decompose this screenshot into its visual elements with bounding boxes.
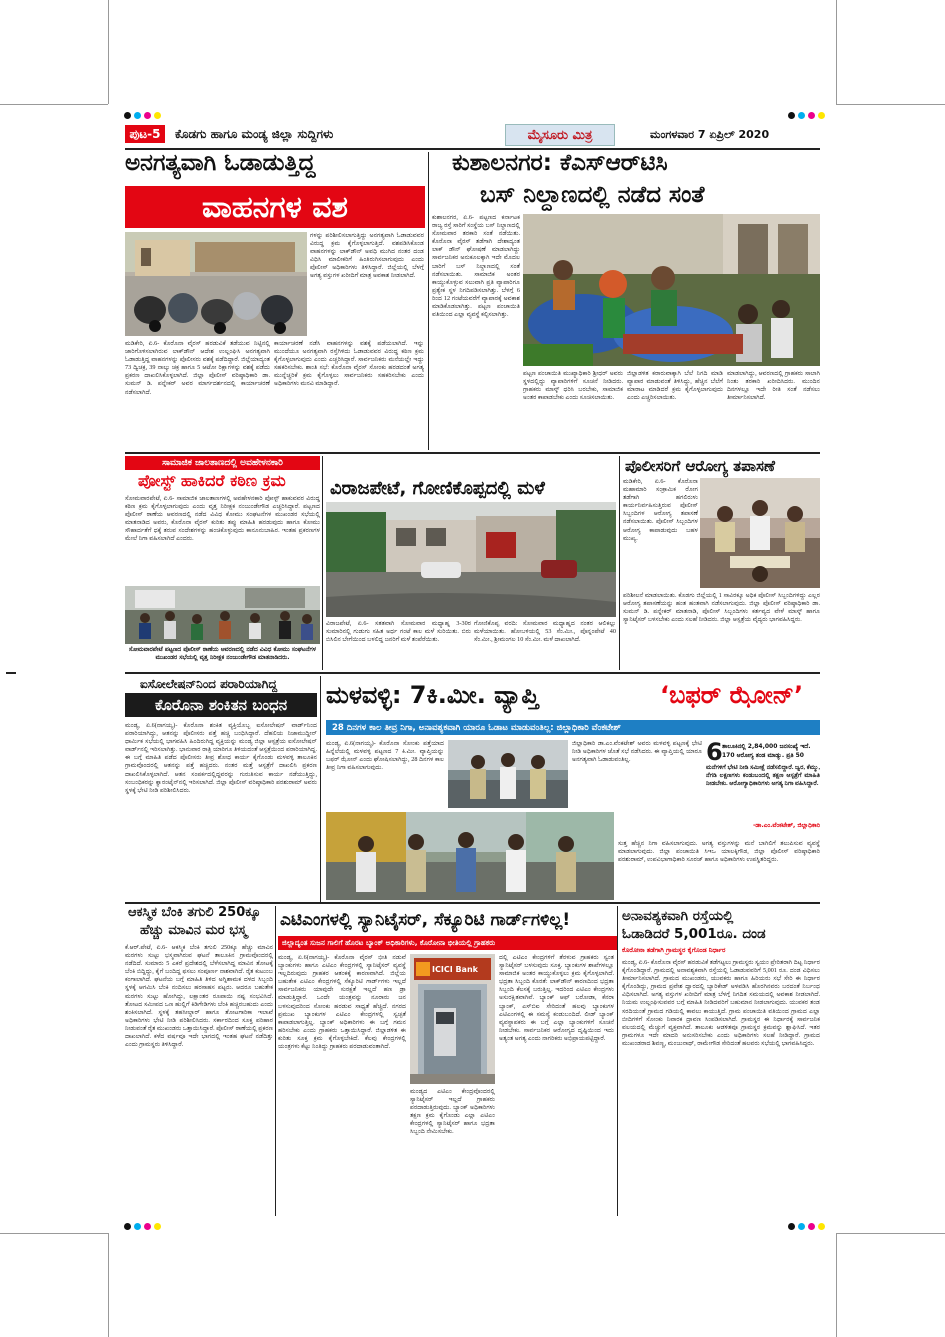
headline-line2: ಓಡಾಡಿದರೆ 5,001ರೂ. ದಂಡ [622,926,766,942]
headline-part1: ಮಳವಳ್ಳಿ: 7ಕಿ.ಮೀ. ವ್ಯಾಪ್ತಿ [326,681,539,709]
body-text: ಗೋಣಿಕೊಪ್ಪ ವರದಿ: ಸೋಮವಾರ ಮಧ್ಯಾಹ್ನದ ನಂತರ ಆಲಿಕಲ್ಲು ಮಳೆಯಾಯಿತು. ಹೋಬಳಿಯಲ್ಲಿ 53 ಸೆಂ.ಮೀ., ಪೊನ್ನಂಪೇಟೆ 40 ಸೆಂ.ಮೀ., ಶ್ರೀಮಂಗಲ 10 ಸೆಂ.ಮೀ. ಮಳೆ ದಾಖಲಾಗಿದೆ. [474,620,616,644]
police-officials-photo [448,740,568,808]
quote-line2: 170 ಆರೋಗ್ಯ ತಂಡ ಮಾಡ್ಯು. ಪ್ರತಿ 50 [722,752,804,759]
officials-meeting-photo [326,812,614,900]
headline: ಕೊರೊನಾ ಶಂಕಿತನ ಬಂಧನ [125,693,317,717]
health-checkup-photo [700,478,820,588]
body-text: ಮಾಡಲಾಗಿದ್ದು, ಆವರಣದಲ್ಲಿ ಗ್ರಾಹಕರು ಸಾಲಾಗಿ ನಿಂತು ತರಕಾರಿ ಖರೀದಿಸಿದರು. ಮುಂದಿನ ದಿನಗಳಲ್ಲೂ ಇದೇ ರೀತಿ ಸಂತೆ ನಡೆಸಲು ತೀರ್ಮಾನಿಸಲಾಗಿದೆ. [727,370,820,402]
body-text: ಮಂಡ್ಯ, ಏ.6- ಕೊರೊನಾ ವೈರಸ್ ಹರಡುವಿಕೆ ತಡೆಗಟ್ಟಲು ಗ್ರಾಮಸ್ಥರು ಸ್ವಯಂ ಪ್ರೇರಿತರಾಗಿ ದಿಟ್ಟ ನಿರ್ಧಾರ ಕೈಗೊಂಡಿದ್ದಾರೆ. ಗ್ರಾಮದಲ್ಲಿ ಅನಾವಶ್ಯಕವಾಗಿ ರಸ್ತೆಯಲ್ಲಿ ಓಡಾಡುವವರಿಗೆ 5,001 ರೂ. ದಂಡ ವಿಧಿಸಲು ತೀರ್ಮಾನಿಸಲಾಗಿದೆ. ಗ್ರಾಮದ ಮುಖಂಡರು, ಯುವಕರು ಹಾಗೂ ಹಿರಿಯರು ಸಭೆ ಸೇರಿ ಈ ನಿರ್ಧಾರ ಕೈಗೊಂಡಿದ್ದು, ಗ್ರಾಮದ ಪ್ರವೇಶ ದ್ವಾರದಲ್ಲಿ ಬ್ಯಾರಿಕೇಡ್ ಅಳವಡಿಸಿ ಹೊರಗಿನವರು ಬರದಂತೆ ನಿರ್ಬಂಧ ವಿಧಿಸಲಾಗಿದೆ. ಅಗತ್ಯ ವಸ್ತುಗಳ ಖರೀದಿಗೆ ಮಾತ್ರ ಬೆಳಗ್ಗೆ ನಿಗದಿತ ಸಮಯದಲ್ಲಿ ಅವಕಾಶ ನೀಡಲಾಗಿದೆ. ನಿಯಮ ಉಲ್ಲಂಘಿಸುವವರ ಬಗ್ಗೆ ಮಾಹಿತಿ ನೀಡಿದವರಿಗೆ ಬಹುಮಾನ ನೀಡಲಾಗುವುದು. ಯುವಕರ ತಂಡ ಸರದಿಯಂತೆ ಗ್ರಾಮದ ಗಡಿಯಲ್ಲಿ ಕಾವಲು ಕಾಯುತ್ತಿದೆ. ಗ್ರಾಮ ಪಂಚಾಯಿತಿ ವತಿಯಿಂದ ಗ್ರಾಮದ ಎಲ್ಲಾ ಬೀದಿಗಳಿಗೆ ಸೋಂಕು ನಿವಾರಕ ದ್ರಾವಣ ಸಿಂಪಡಿಸಲಾಗಿದೆ. ಗ್ರಾಮಸ್ಥರ ಈ ನಿರ್ಧಾರಕ್ಕೆ ಸಾರ್ವಜನಿಕ ವಲಯದಲ್ಲಿ ಮೆಚ್ಚುಗೆ ವ್ಯಕ್ತವಾಗಿದೆ. ತಾಲೂಕು ಆಡಳಿತವೂ ಗ್ರಾಮಸ್ಥರ ಕ್ರಮವನ್ನು ಶ್ಲಾಘಿಸಿದೆ. ಇತರ ಗ್ರಾಮಗಳೂ ಇದೇ ಮಾದರಿ ಅನುಸರಿಸಬೇಕು ಎಂದು ಅಧಿಕಾರಿಗಳು ಸಲಹೆ ನೀಡಿದ್ದಾರೆ. ಗ್ರಾಮದ ಮುಖಂಡರಾದ ಶಿವಣ್ಣ, ಮಂಜುನಾಥ್, ರಾಮೇಗೌಡ ಸೇರಿದಂತೆ ಹಲವರು ಸಭೆಯಲ್ಲಿ ಭಾಗವಹಿಸಿದ್ದರು. [622,959,820,1047]
parked-scooters-photo [125,232,307,336]
quote-body: ಮನೆಗಳಿಗೆ ಭೇಟಿ ನೀಡಿ ಸಮೀಕ್ಷೆ ನಡೆಸಲಿದ್ದಾರೆ. ಜ್ವರ, ಕೆಮ್ಮು, ನೆಗಡಿ ಲಕ್ಷಣಗಳು ಕಂಡುಬಂದಲ್ಲಿ ತಕ್ಷಣ ಆಸ್ಪತ್ರೆಗೆ ಮಾಹಿತಿ ನೀಡಬೇಕು. ಆರೋಗ್ಯಾಧಿಕಾರಿಗಳು ಅಗತ್ಯ ನಿಗಾ ವಹಿಸಿದ್ದಾರೆ. [706,764,820,788]
section-rule [125,672,820,674]
body-text: ಕುಶಾಲನಗರ, ಏ.6- ಪಟ್ಟಣದ ಕರ್ನಾಟಕ ರಾಜ್ಯ ರಸ್ತೆ ಸಾರಿಗೆ ಸಂಸ್ಥೆಯ ಬಸ್ ನಿಲ್ದಾಣದಲ್ಲಿ ಸೋಮವಾರ ತರಕಾರಿ ಸಂತೆ ನಡೆಯಿತು. ಕೊರೊನಾ ವೈರಸ್ ತಡೆಗಾಗಿ ದೇಶಾದ್ಯಂತ ಲಾಕ್ ಡೌನ್ ಘೋಷಣೆ ಮಾಡಲಾಗಿದ್ದು ಸಾರ್ವಜನಿಕರ ಅನುಕೂಲಕ್ಕಾಗಿ ಇದೇ ಮೊದಲ ಬಾರಿಗೆ ಬಸ್ ನಿಲ್ದಾಣದಲ್ಲಿ ಸಂತೆ ನಡೆಸಲಾಯಿತು. ಸಾಮಾಜಿಕ ಅಂತರ ಕಾಯ್ದುಕೊಳ್ಳುವ ಸಲುವಾಗಿ ಪ್ರತಿ ವ್ಯಾಪಾರಿಗೂ ಪ್ರತ್ಯೇಕ ಸ್ಥಳ ನಿಗದಿಪಡಿಸಲಾಗಿತ್ತು. ಬೆಳಗ್ಗೆ 6 ರಿಂದ 12 ಗಂಟೆಯವರೆಗೆ ವ್ಯಾಪಾರಕ್ಕೆ ಅವಕಾಶ ಮಾಡಿಕೊಡಲಾಗಿತ್ತು. ಪಟ್ಟಣ ಪಂಚಾಯಿತಿ ವತಿಯಿಂದ ಎಲ್ಲಾ ವ್ಯವಸ್ಥೆ ಕಲ್ಪಿಸಲಾಗಿತ್ತು. [432,214,520,319]
meeting-photo [125,586,320,644]
body-text: ವಿರಾಜಪೇಟೆ, ಏ.6- ಸತತವಾಗಿ ಸೋಮವಾರ ಮಧ್ಯಾಹ್ನ 3-30ರ ಸುಮಾರಿನಲ್ಲಿ ಗುಡುಗು ಸಹಿತ ಅರ್ಧ ಗಂಟೆ ಕಾಲ ಮಳೆ ಸುರಿಯಿತು. ಬಿರು ಬಿಸಿಲಿನ ಬೇಗೆಯಿಂದ ಬಳಲಿದ್ದ ಜನರಿಗೆ ಮಳೆ ತಂಪೆರೆಯಿತು. [326,620,471,644]
headline-red: ವಾಹನಗಳ ವಶ [125,186,425,228]
headline-line2: ಹೆಚ್ಚು ಮಾವಿನ ಮರ ಭಸ್ಮ [140,923,247,938]
headline-top: ಅನಗತ್ಯವಾಗಿ ಓಡಾಡುತ್ತಿದ್ದ [125,150,316,176]
headline-line1: ಆಕಸ್ಮಿಕ ಬೆಂಕಿ ತಗುಲಿ 250ಕ್ಕೂ [128,905,261,920]
body-text: ಮಡಿಕೇರಿ, ಏ.6- ಕೊರೊನಾ ವೈರಸ್ ಹರಡುವಿಕೆ ತಡೆಯುವ ನಿಟ್ಟಿನಲ್ಲಿ ಜಾರಿಗೊಳಿಸಲಾಗಿರುವ ಲಾಕ್‌ಡೌನ್ ಆದೇಶ ಉಲ್ಲಂಘಿಸಿ ಅನಗತ್ಯವಾಗಿ ಓಡಾಡುತ್ತಿದ್ದ ವಾಹನಗಳನ್ನು ಪೊಲೀಸರು ವಶಕ್ಕೆ ಪಡೆದಿದ್ದಾರೆ. ಜಿಲ್ಲೆಯಾದ್ಯಂತ 73 ದ್ವಿಚಕ್ರ, 39 ನಾಲ್ಕು ಚಕ್ರ ಹಾಗೂ 5 ಆಟೋ ರಿಕ್ಷಾಗಳನ್ನು ವಶಕ್ಕೆ ಪಡೆದು ಪ್ರಕರಣ ದಾಖಲಿಸಿಕೊಳ್ಳಲಾಗಿದೆ. ಜಿಲ್ಲಾ ಪೊಲೀಸ್ ವರಿಷ್ಠಾಧಿಕಾರಿ ಡಾ. ಸುಮನ್ ಡಿ. ಪನ್ನೇಕರ್ ಅವರ ಮಾರ್ಗದರ್ಶನದಲ್ಲಿ ಕಾರ್ಯಾಚರಣೆ ನಡೆಸಲಾಗಿದೆ. [125,340,270,396]
vegetable-market-photo [523,214,820,366]
body-text: ಜಿಲ್ಲಾಧಿಕಾರಿ ಡಾ.ಎಂ.ವೆಂಕಟೇಶ್ ಅವರು ಮಳವಳ್ಳಿ ಪಟ್ಟಣಕ್ಕೆ ಭೇಟಿ ನೀಡಿ ಅಧಿಕಾರಿಗಳ ಜೊತೆ ಸಭೆ ನಡೆಸಿದರು. ಈ ವ್ಯಾಪ್ತಿಯಲ್ಲಿ ಯಾರೂ ಅನಗತ್ಯವಾಗಿ ಓಡಾಡುವಂತಿಲ್ಲ. [572,740,702,764]
headline-line1: ಅನಾವಶ್ಯಕವಾಗಿ ರಸ್ತೆಯಲ್ಲಿ [622,908,734,924]
body-text: ಕಾರ್ಯಾಚರಣೆ ನಡೆಸಿ ವಾಹನಗಳನ್ನು ವಶಕ್ಕೆ ಪಡೆಯಲಾಗಿದೆ. ಇನ್ನು ಮುಂದೆಯೂ ಅನಗತ್ಯವಾಗಿ ರಸ್ತೆಗಿಳಿದು ಓಡಾಡುವವರ ವಿರುದ್ಧ ಕಠಿಣ ಕ್ರಮ ಕೈಗೊಳ್ಳಲಾಗುವುದು ಎಂದು ಎಚ್ಚರಿಸಿದ್ದಾರೆ. ಸಾರ್ವಜನಿಕರು ಮನೆಯಲ್ಲೇ ಇದ್ದು ಸಹಕರಿಸಬೇಕು. ಶಾಂತಿ ಸಭೆ: ಕೊರೊನಾ ವೈರಸ್ ಸೋಂಕು ಹರಡದಂತೆ ಅಗತ್ಯ ಮುನ್ನೆಚ್ಚರಿಕೆ ಕ್ರಮ ಕೈಗೊಳ್ಳಲು ಸಾರ್ವಜನಿಕರು ಸಹಕರಿಸಬೇಕು ಎಂದು ಅಧಿಕಾರಿಗಳು ಮನವಿ ಮಾಡಿದ್ದಾರೆ. [274,340,424,388]
body-text: ದಲ್ಲಿ ಎಟಿಎಂ ಕೇಂದ್ರಗಳಿಗೆ ತೆರಳುವ ಗ್ರಾಹಕರು ಸ್ವಂತ ಸ್ಯಾನಿಟೈಸರ್ ಬಳಸುವುದು ಸೂಕ್ತ. ಬ್ಯಾಂಕುಗಳ ಶಾಖೆಗಳಲ್ಲೂ ಸಾಮಾಜಿಕ ಅಂತರ ಕಾಯ್ದುಕೊಳ್ಳಲು ಕ್ರಮ ಕೈಗೊಳ್ಳಲಾಗಿದೆ. ಭದ್ರತಾ ಸಿಬ್ಬಂದಿ ಕೊರತೆ: ಲಾಕ್‌ಡೌನ್ ಕಾರಣದಿಂದ ಭದ್ರತಾ ಸಿಬ್ಬಂದಿ ಕೆಲಸಕ್ಕೆ ಬರುತ್ತಿಲ್ಲ. ಇದರಿಂದ ಎಟಿಎಂ ಕೇಂದ್ರಗಳು ಅಸುರಕ್ಷಿತವಾಗಿವೆ. ಬ್ಯಾಂಕ್ ಆಫ್ ಬರೋಡಾ, ಕೆನರಾ ಬ್ಯಾಂಕ್, ಎಸ್‌ಬಿಐ ಸೇರಿದಂತೆ ಹಲವು ಬ್ಯಾಂಕುಗಳ ಎಟಿಎಂಗಳಲ್ಲಿ ಈ ಸಮಸ್ಯೆ ಕಂಡುಬಂದಿದೆ. ಲೀಡ್ ಬ್ಯಾಂಕ್ ವ್ಯವಸ್ಥಾಪಕರು ಈ ಬಗ್ಗೆ ಎಲ್ಲಾ ಬ್ಯಾಂಕುಗಳಿಗೆ ಸೂಚನೆ ನೀಡಬೇಕು. ಸಾರ್ವಜನಿಕರ ಆರೋಗ್ಯದ ದೃಷ್ಟಿಯಿಂದ ಇದು ಅತ್ಯಂತ ಅಗತ್ಯ ಎಂದು ನಾಗರಿಕರು ಅಭಿಪ್ರಾಯಪಟ್ಟಿದ್ದಾರೆ. [499,954,614,1042]
column-divider [619,456,620,670]
atm-booth-photo [410,954,495,1084]
section-title: ಕೊಡಗು ಹಾಗೂ ಮಂಡ್ಯ ಜಿಲ್ಲಾ ಸುದ್ದಿಗಳು [175,127,334,141]
crop-mark [836,104,945,105]
headline-line1: ಕುಶಾಲನಗರ: ಕೆಎಸ್‌ಆರ್‌ಟಿಸಿ [452,150,668,176]
headline: ಎಟಿಎಂಗಳಲ್ಲಿ ಸ್ಯಾನಿಟೈಸರ್, ಸೆಕ್ಯೂರಿಟಿ ಗಾರ್ಡ್‌ಗಳಿಲ್ಲ! [280,910,571,930]
crop-mark [836,1233,945,1234]
quote-number: 6 [706,738,723,766]
crop-mark [0,1233,108,1234]
crop-mark [836,1233,837,1337]
column-divider [275,906,276,1216]
headline-line2: ಬಸ್ ನಿಲ್ದಾಣದಲ್ಲಿ ನಡೆದ ಸಂತೆ [480,182,705,208]
headline: ಪೋಸ್ಟ್ ಹಾಕಿದರೆ ಕಠಿಣ ಕ್ರಮ [138,471,286,490]
crop-mark [108,0,109,104]
column-divider [428,152,429,450]
subhead-bar: 28 ದಿನಗಳ ಕಾಲ ತೀವ್ರ ನಿಗಾ, ಅನಾವಶ್ಯಕವಾಗಿ ಯಾರೂ ಓಡಾಟ ಮಾಡುವಂತಿಲ್ಲ: ಜಿಲ್ಲಾಧಿಕಾರಿ ವೆಂಕಟೇಶ್ [326,720,820,735]
body-text: ಪರಿಶೀಲನೆ ಮಾಡಲಾಯಿತು. ಕೊಡಗು ಜಿಲ್ಲೆಯಲ್ಲಿ 1 ಸಾವಿರಕ್ಕೂ ಅಧಿಕ ಪೊಲೀಸ್ ಸಿಬ್ಬಂದಿಗಳಿದ್ದು ಎಲ್ಲರ ಆರೋಗ್ಯ ತಪಾಸಣೆಯನ್ನು ಹಂತ ಹಂತವಾಗಿ ನಡೆಸಲಾಗುವುದು. ಜಿಲ್ಲಾ ಪೊಲೀಸ್ ವರಿಷ್ಠಾಧಿಕಾರಿ ಡಾ. ಸುಮನ್ ಡಿ. ಪನ್ನೇಕರ್ ಮಾತನಾಡಿ, ಪೊಲೀಸ್ ಸಿಬ್ಬಂದಿಗಳು ಕರ್ತವ್ಯದ ವೇಳೆ ಮಾಸ್ಕ್ ಹಾಗೂ ಸ್ಯಾನಿಟೈಸರ್ ಬಳಸಬೇಕು ಎಂದು ಸಲಹೆ ನೀಡಿದರು. ಜಿಲ್ಲಾ ಆಸ್ಪತ್ರೆಯ ವೈದ್ಯರು ಭಾಗವಹಿಸಿದ್ದರು. [623,592,820,624]
issue-date: ಮಂಗಳವಾರ 7 ಏಪ್ರಿಲ್ 2020 [650,128,770,141]
column-divider [320,676,321,902]
headline: ವಿರಾಜಪೇಟೆ, ಗೋಣಿಕೊಪ್ಪದಲ್ಲಿ ಮಳೆ [330,478,545,499]
rainy-street-photo [326,502,616,617]
body-text: ಮಂಡ್ಯ, ಏ.6(ನಾಗಯ್ಯ)- ಕೊರೊನಾ ವೈರಸ್ ಭೀತಿ ನಡುವೆ ಬ್ಯಾಂಕುಗಳು ಹಾಗೂ ಎಟಿಎಂ ಕೇಂದ್ರಗಳಲ್ಲಿ ಸ್ಯಾನಿಟೈಸರ್ ವ್ಯವಸ್ಥೆ ಇಲ್ಲದಿರುವುದು ಗ್ರಾಹಕರ ಆತಂಕಕ್ಕೆ ಕಾರಣವಾಗಿದೆ. ಜಿಲ್ಲೆಯ ಬಹುತೇಕ ಎಟಿಎಂ ಕೇಂದ್ರಗಳಲ್ಲಿ ಸೆಕ್ಯೂರಿಟಿ ಗಾರ್ಡ್‌ಗಳು ಇಲ್ಲದೆ ಸಾರ್ವಜನಿಕರು ಯಾವುದೇ ಸುರಕ್ಷತೆ ಇಲ್ಲದೆ ಹಣ ಡ್ರಾ ಮಾಡುತ್ತಿದ್ದಾರೆ. ಒಂದೇ ಯಂತ್ರವನ್ನು ನೂರಾರು ಜನ ಬಳಸುವುದರಿಂದ ಸೋಂಕು ಹರಡುವ ಸಾಧ್ಯತೆ ಹೆಚ್ಚಿದೆ. ನಗರದ ಪ್ರಮುಖ ಬ್ಯಾಂಕುಗಳ ಎಟಿಎಂ ಕೇಂದ್ರಗಳಲ್ಲಿ ಸ್ವಚ್ಛತೆ ಕಾಪಾಡಲಾಗುತ್ತಿಲ್ಲ. ಬ್ಯಾಂಕ್ ಅಧಿಕಾರಿಗಳು ಈ ಬಗ್ಗೆ ಗಮನ ಹರಿಸಬೇಕು ಎಂದು ಗ್ರಾಹಕರು ಒತ್ತಾಯಿಸಿದ್ದಾರೆ. ಜಿಲ್ಲಾಡಳಿತ ಈ ಕುರಿತು ಸೂಕ್ತ ಕ್ರಮ ಕೈಗೊಳ್ಳಬೇಕಿದೆ. ಕೆಲವು ಕೇಂದ್ರಗಳಲ್ಲಿ ಯಂತ್ರಗಳು ಕೆಟ್ಟು ನಿಂತಿದ್ದು ಗ್ರಾಹಕರು ಪರದಾಡುವಂತಾಗಿದೆ. [278,954,406,1051]
body-text: ಸುತ್ತ ಹೆಚ್ಚಿನ ನಿಗಾ ವಹಿಸಲಾಗುವುದು. ಅಗತ್ಯ ವಸ್ತುಗಳನ್ನು ಮನೆ ಬಾಗಿಲಿಗೆ ತಲುಪಿಸುವ ವ್ಯವಸ್ಥೆ ಮಾಡಲಾಗುವುದು. ಜಿಲ್ಲಾ ಪಂಚಾಯಿತಿ ಸಿಇಒ ಯಾಲಕ್ಕಿಗೌಡ, ಜಿಲ್ಲಾ ಪೊಲೀಸ್ ವರಿಷ್ಠಾಧಿಕಾರಿ ಪರಶುರಾಮ್, ಉಪವಿಭಾಗಾಧಿಕಾರಿ ಸೂರಜ್ ಹಾಗೂ ಅಧಿಕಾರಿಗಳು ಉಪಸ್ಥಿತರಿದ್ದರು. [618,840,820,864]
pull-quote [706,740,820,836]
body-text: ಮಂಡ್ಯದ ಎಟಿಎಂ ಕೇಂದ್ರವೊಂದರಲ್ಲಿ ಸ್ಯಾನಿಟೈಸರ್ ಇಲ್ಲದೆ ಗ್ರಾಹಕರು ಪರದಾಡುತ್ತಿರುವುದು. ಬ್ಯಾಂಕ್ ಅಧಿಕಾರಿಗಳು ತಕ್ಷಣ ಕ್ರಮ ಕೈಗೊಂಡು ಎಲ್ಲಾ ಎಟಿಎಂ ಕೇಂದ್ರಗಳಲ್ಲಿ ಸ್ಯಾನಿಟೈಸರ್ ಹಾಗೂ ಭದ್ರತಾ ಸಿಬ್ಬಂದಿ ನೇಮಿಸಬೇಕು. [410,1088,495,1136]
photo-caption: ಸೋಮವಾರಪೇಟೆ ಪಟ್ಟಣದ ಪೊಲೀಸ್ ಠಾಣೆಯ ಆವರಣದಲ್ಲಿ ನಡೆದ ವಿವಿಧ ಕೋಮು ಸಂಘಟನೆಗಳ ಮುಖಂಡರ ಸಭೆಯಲ್ಲಿ ವೃತ್ತ ನಿರೀಕ್ಷಕ ನಂಜುಂಡೇಗೌಡ ಮಾತನಾಡಿದರು. [128,646,317,661]
page-number-badge: ಪುಟ-5 [125,125,165,143]
crop-mark [108,1233,109,1337]
crop-mark [836,0,837,104]
body-text: ಸೋಮವಾರಪೇಟೆ, ಏ.6- ಸಾಮಾಜಿಕ ಜಾಲತಾಣಗಳಲ್ಲಿ ಅವಹೇಳನಕಾರಿ ಪೋಸ್ಟ್ ಹಾಕುವವರ ವಿರುದ್ಧ ಕಠಿಣ ಕ್ರಮ ಕೈಗೊಳ್ಳಲಾಗುವುದು ಎಂದು ವೃತ್ತ ನಿರೀಕ್ಷಕ ನಂಜುಂಡೇಗೌಡ ಎಚ್ಚರಿಸಿದ್ದಾರೆ. ಪಟ್ಟಣದ ಪೊಲೀಸ್ ಠಾಣೆಯ ಆವರಣದಲ್ಲಿ ನಡೆದ ವಿವಿಧ ಕೋಮು ಸಂಘಟನೆಗಳ ಮುಖಂಡರ ಸಭೆಯಲ್ಲಿ ಮಾತನಾಡಿದ ಅವರು, ಕೊರೊನಾ ವೈರಸ್ ಕುರಿತು ತಪ್ಪು ಮಾಹಿತಿ ಹರಡುವುದು ಹಾಗೂ ಕೋಮು ಸೌಹಾರ್ದತೆಗೆ ಧಕ್ಕೆ ತರುವ ಸಂದೇಶಗಳನ್ನು ಹಂಚಿಕೊಳ್ಳುವುದು ಕಾನೂನುಬಾಹಿರ. ಇಂತಹ ಪ್ರಕರಣಗಳ ಮೇಲೆ ನಿಗಾ ವಹಿಸಲಾಗಿದೆ ಎಂದರು. [125,495,320,543]
section-rule [125,452,820,454]
subhead: ಕೊರೋನಾ ತಡೆಗಾಗಿ ಗ್ರಾಮಸ್ಥರ ಕೈಗೊಂಡ ನಿರ್ಧಾರ [622,946,726,954]
atm-sign: ICICI Bank [432,965,478,974]
subhead-bar: ಜಿಲ್ಲಾದ್ಯಂತ ಸುಜನ ಗಾಲಿಗೆ ಹೊರಟ ಬ್ಯಾಂಕ್ ಅಧಿಕಾರಿಗಳು, ಕೊರೋನಾ ಭೀತಿಯಲ್ಲಿ ಗ್ರಾಹಕರು [278,936,618,950]
kicker: ಐಸೋಲೇಷನ್‌ನಿಂದ ಪರಾರಿಯಾಗಿದ್ದ [140,677,278,691]
body-text: ಮಂಡ್ಯ, ಏ.6(ನಾಗಯ್ಯ)- ಕೊರೊನಾ ಶಂಕಿತ ವ್ಯಕ್ತಿಯೊಬ್ಬ ಐಸೋಲೇಷನ್ ವಾರ್ಡ್‌ನಿಂದ ಪರಾರಿಯಾಗಿದ್ದು, ಆತನನ್ನು ಪೊಲೀಸರು ಪತ್ತೆ ಹಚ್ಚಿ ಬಂಧಿಸಿದ್ದಾರೆ. ದೆಹಲಿಯ ನಿಜಾಮುದ್ದೀನ್ ಧಾರ್ಮಿಕ ಸಭೆಯಲ್ಲಿ ಭಾಗವಹಿಸಿ ಹಿಂದಿರುಗಿದ್ದ ವ್ಯಕ್ತಿಯನ್ನು ಮಂಡ್ಯ ಜಿಲ್ಲಾ ಆಸ್ಪತ್ರೆಯ ಐಸೋಲೇಷನ್ ವಾರ್ಡ್‌ನಲ್ಲಿ ಇರಿಸಲಾಗಿತ್ತು. ಭಾನುವಾರ ರಾತ್ರಿ ಯಾರಿಗೂ ತಿಳಿಯದಂತೆ ಆಸ್ಪತ್ರೆಯಿಂದ ಪರಾರಿಯಾಗಿದ್ದ. ಈ ಬಗ್ಗೆ ಮಾಹಿತಿ ಪಡೆದ ಪೊಲೀಸರು ತೀವ್ರ ಶೋಧ ಕಾರ್ಯ ಕೈಗೊಂಡು ಮಳವಳ್ಳಿ ತಾಲೂಕಿನ ಗ್ರಾಮವೊಂದರಲ್ಲಿ ಆತನನ್ನು ಪತ್ತೆ ಹಚ್ಚಿದರು. ನಂತರ ಮತ್ತೆ ಆಸ್ಪತ್ರೆಗೆ ದಾಖಲಿಸಿ ಪ್ರಕರಣ ದಾಖಲಿಸಿಕೊಳ್ಳಲಾಗಿದೆ. ಆತನ ಸಂಪರ್ಕದಲ್ಲಿದ್ದವರನ್ನು ಗುರುತಿಸುವ ಕಾರ್ಯ ನಡೆಯುತ್ತಿದ್ದು, ಸಂಬಂಧಿಕರನ್ನು ಕ್ವಾರಂಟೈನ್‌ನಲ್ಲಿ ಇರಿಸಲಾಗಿದೆ. ಜಿಲ್ಲಾ ಪೊಲೀಸ್ ವರಿಷ್ಠಾಧಿಕಾರಿ ಪರಶುರಾಮ್ ಅವರು ಸ್ಥಳಕ್ಕೆ ಭೇಟಿ ನೀಡಿ ಪರಿಶೀಲಿಸಿದರು. [125,722,317,794]
section-rule [125,902,820,904]
column-divider [617,906,618,1216]
quote-line1: ತಾಲೂಕಿನಲ್ಲಿ 2,84,000 ಜನಸಂಖ್ಯೆ ಇದೆ. [722,743,811,750]
body-text: ಮಡಿಕೇರಿ, ಏ.6- ಕೊರೊನಾ ಮಹಾಮಾರಿ ಸಂಕ್ರಾಮಿಕ ರೋಗ ತಡೆಗಾಗಿ ಹಗಲಿರುಳು ಕಾರ್ಯನಿರ್ವಹಿಸುತ್ತಿರುವ ಪೊಲೀಸ್ ಸಿಬ್ಬಂದಿಗಳ ಆರೋಗ್ಯ ತಪಾಸಣೆ ನಡೆಸಲಾಯಿತು. ಪೊಲೀಸ್ ಸಿಬ್ಬಂದಿಗಳ ಆರೋಗ್ಯ ಕಾಪಾಡುವುದು ಬಹಳ ಮುಖ್ಯ. [623,478,698,542]
column-divider [322,456,323,670]
body-text: ಕೆ.ಆರ್.ಪೇಟೆ, ಏ.6- ಆಕಸ್ಮಿಕ ಬೆಂಕಿ ತಗುಲಿ 250ಕ್ಕೂ ಹೆಚ್ಚು ಮಾವಿನ ಮರಗಳು ಸುಟ್ಟು ಭಸ್ಮವಾಗಿರುವ ಘಟನೆ ತಾಲೂಕಿನ ಗ್ರಾಮವೊಂದರಲ್ಲಿ ನಡೆದಿದೆ. ಸುಮಾರು 5 ಎಕರೆ ಪ್ರದೇಶದಲ್ಲಿ ಬೆಳೆಸಲಾಗಿದ್ದ ಮಾವಿನ ತೋಟಕ್ಕೆ ಬೆಂಕಿ ಬಿದ್ದಿದ್ದು, ಕೈಗೆ ಬಂದಿದ್ದ ಫಸಲು ಸಂಪೂರ್ಣ ನಾಶವಾಗಿದೆ. ರೈತ ಕುಟುಂಬ ಕಂಗಾಲಾಗಿದೆ. ಘಟನೆಯ ಬಗ್ಗೆ ಮಾಹಿತಿ ತಿಳಿದ ಅಗ್ನಿಶಾಮಕ ದಳದ ಸಿಬ್ಬಂದಿ ಸ್ಥಳಕ್ಕೆ ಆಗಮಿಸಿ ಬೆಂಕಿ ನಂದಿಸಲು ಹರಸಾಹಸ ಪಟ್ಟರು. ಆದರೂ ಬಹುತೇಕ ಮರಗಳು ಸುಟ್ಟು ಹೋಗಿದ್ದು, ಲಕ್ಷಾಂತರ ರೂಪಾಯಿ ನಷ್ಟ ಸಂಭವಿಸಿದೆ. ತೋಟದ ಸಮೀಪದ ಒಣ ಹುಲ್ಲಿಗೆ ಕಿಡಿಗೇಡಿಗಳು ಬೆಂಕಿ ಹಚ್ಚಿರಬಹುದು ಎಂದು ಶಂಕಿಸಲಾಗಿದೆ. ಸ್ಥಳಕ್ಕೆ ತಹಸೀಲ್ದಾರ್ ಹಾಗೂ ತೋಟಗಾರಿಕಾ ಇಲಾಖೆ ಅಧಿಕಾರಿಗಳು ಭೇಟಿ ನೀಡಿ ಪರಿಶೀಲಿಸಿದರು. ಸರ್ಕಾರದಿಂದ ಸೂಕ್ತ ಪರಿಹಾರ ನೀಡುವಂತೆ ರೈತ ಮುಖಂಡರು ಒತ್ತಾಯಿಸಿದ್ದಾರೆ. ಪೊಲೀಸ್ ಠಾಣೆಯಲ್ಲಿ ಪ್ರಕರಣ ದಾಖಲಾಗಿದೆ. ಕಳೆದ ವರ್ಷವೂ ಇದೇ ಭಾಗದಲ್ಲಿ ಇಂತಹ ಘಟನೆ ನಡೆದಿತ್ತು ಎಂದು ಗ್ರಾಮಸ್ಥರು ತಿಳಿಸಿದ್ದಾರೆ. [125,944,273,1049]
body-text: ಪಟ್ಟಣ ಪಂಚಾಯಿತಿ ಮುಖ್ಯಾಧಿಕಾರಿ ಶ್ರೀಧರ್ ಅವರು ಸ್ಥಳದಲ್ಲಿದ್ದು ವ್ಯಾಪಾರಿಗಳಿಗೆ ಸೂಚನೆ ನೀಡಿದರು. ಗ್ರಾಹಕರು ಮಾಸ್ಕ್ ಧರಿಸಿ ಬರಬೇಕು, ಸಾಮಾಜಿಕ ಅಂತರ ಕಾಪಾಡಬೇಕು ಎಂದು ಸೂಚಿಸಲಾಯಿತು. [523,370,623,402]
kicker: ಸಾಮಾಜಿಕ ಜಾಲತಾಣದಲ್ಲಿ ಅವಹೇಳನಕಾರಿ [125,456,320,470]
crop-mark [0,104,108,105]
headline: ಪೊಲೀಸರಿಗೆ ಆರೋಗ್ಯ ತಪಾಸಣೆ [625,457,775,475]
headline-part2: ‘ಬಫರ್ ಝೋನ್’ [660,681,804,709]
body-text: ಮಂಡ್ಯ, ಏ.6(ನಾಗಯ್ಯ)- ಕೊರೊನಾ ಸೋಂಕು ಪತ್ತೆಯಾದ ಹಿನ್ನೆಲೆಯಲ್ಲಿ ಮಳವಳ್ಳಿ ಪಟ್ಟಣದ 7 ಕಿ.ಮೀ. ವ್ಯಾಪ್ತಿಯನ್ನು ಬಫರ್ ಝೋನ್ ಎಂದು ಘೋಷಿಸಲಾಗಿದ್ದು, 28 ದಿನಗಳ ಕಾಲ ತೀವ್ರ ನಿಗಾ ವಹಿಸಲಾಗುವುದು. [326,740,444,772]
quote-author: -ಡಾ.ಎಂ.ವೆಂಕಟೇಶ್, ಜಿಲ್ಲಾಧಿಕಾರಿ [752,822,820,829]
body-text: ಜಿಲ್ಲಾಡಳಿತ ಕರಾರುವಾಕ್ಕಾಗಿ ಬೆಲೆ ನಿಗದಿ ಮಾಡಿ ವ್ಯಾಪಾರ ಮಾಡುವಂತೆ ತಿಳಿಸಿದ್ದು, ಹೆಚ್ಚಿನ ಬೆಲೆಗೆ ಮಾರಾಟ ಮಾಡಿದರೆ ಕ್ರಮ ಕೈಗೊಳ್ಳಲಾಗುವುದು ಎಂದು ಎಚ್ಚರಿಸಲಾಯಿತು. [627,370,723,402]
newspaper-logo: ಮೈಸೂರು ಮಿತ್ರ [505,124,615,146]
body-text: ಗಳನ್ನು ಪರಿಶೀಲಿಸಲಾಗುತ್ತಿದ್ದು ಅನಗತ್ಯವಾಗಿ ಓಡಾಡುವವರ ವಿರುದ್ಧ ಕ್ರಮ ಕೈಗೊಳ್ಳಲಾಗುತ್ತಿದೆ. ವಶಪಡಿಸಿಕೊಂಡ ವಾಹನಗಳನ್ನು ಲಾಕ್‌ಡೌನ್ ಅವಧಿ ಮುಗಿದ ನಂತರ ದಂಡ ವಿಧಿಸಿ ಮಾಲೀಕರಿಗೆ ಹಿಂತಿರುಗಿಸಲಾಗುವುದು ಎಂದು ಪೊಲೀಸ್ ಅಧಿಕಾರಿಗಳು ತಿಳಿಸಿದ್ದಾರೆ. ಜಿಲ್ಲೆಯಲ್ಲಿ ಬೆಳಗ್ಗೆ ಅಗತ್ಯ ವಸ್ತುಗಳ ಖರೀದಿಗೆ ಮಾತ್ರ ಅವಕಾಶ ನೀಡಲಾಗಿದೆ. [310,232,424,280]
fold-mark [6,672,16,674]
